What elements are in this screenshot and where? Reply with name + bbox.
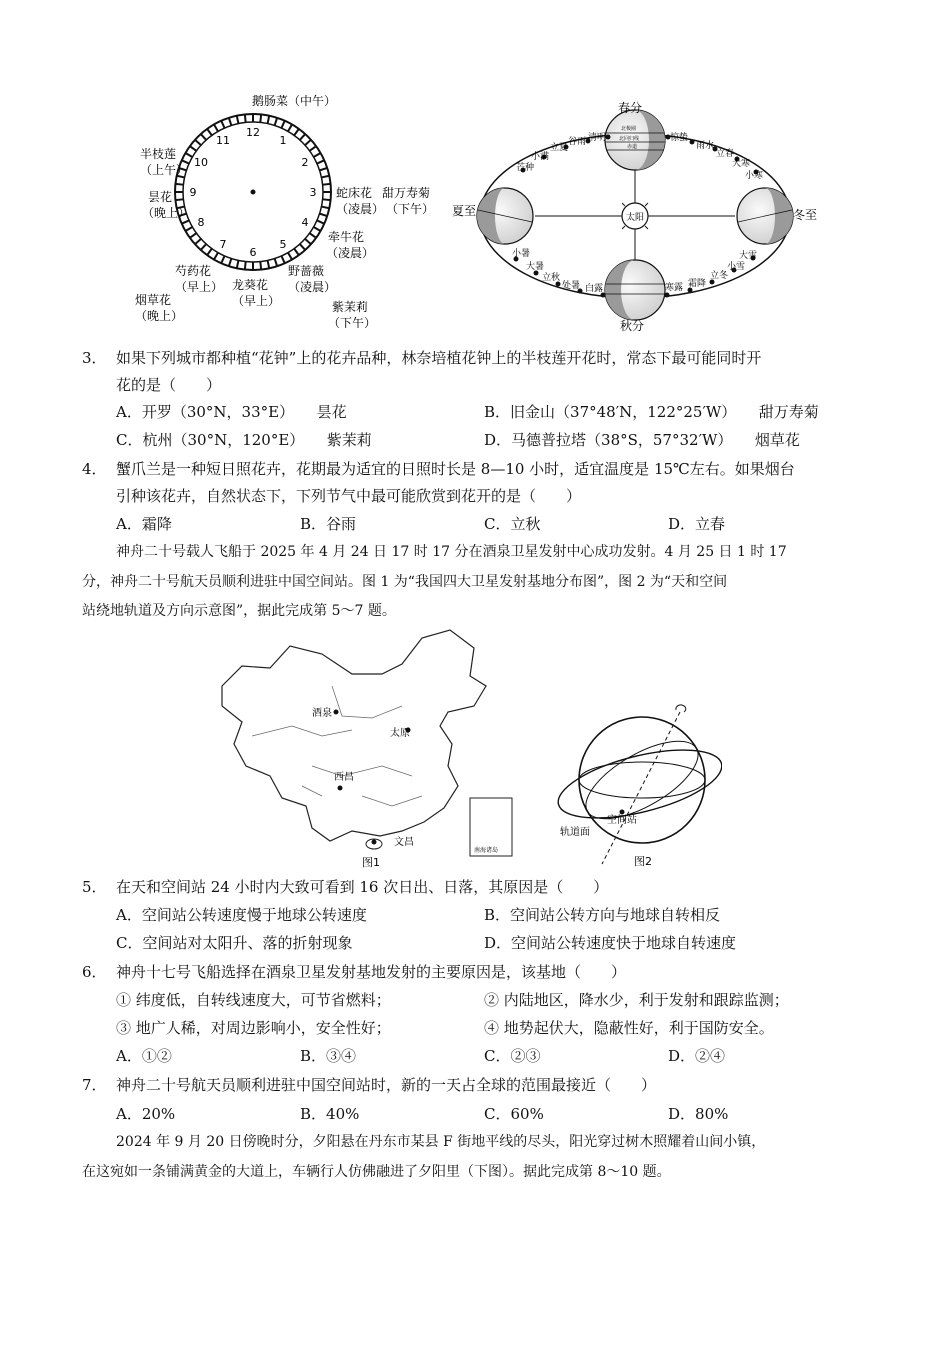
- clock-tick: [314, 227, 321, 231]
- q6-number: 6．: [82, 963, 107, 981]
- q4-stem-line1: 蟹爪兰是一种短日照花卉，花期最为适宜的日照时长是 8—10 小时，适宜温度是 15℃左右。如果烟台: [116, 460, 795, 478]
- clock-tick: [323, 199, 331, 200]
- q5-stem: 在天和空间站 24 小时内大致可看到 16 次日出、日落，其原因是（ ）: [116, 878, 609, 896]
- svg-text:（晚上）: （晚上）: [135, 309, 184, 323]
- clock-tick: [320, 214, 328, 216]
- clock-tick: [229, 118, 231, 126]
- clock-tick: [300, 244, 305, 250]
- clock-tick: [275, 259, 277, 267]
- svg-text:小雪: 小雪: [727, 262, 746, 272]
- globe-spring: [605, 110, 665, 170]
- clock-tick: [214, 253, 218, 260]
- clock-tick: [245, 262, 246, 270]
- label-shechuanghua: 蛇床花: [336, 186, 373, 200]
- clock-tick: [305, 239, 311, 244]
- svg-text:（上午）: （上午）: [140, 163, 189, 177]
- clock-tick: [175, 184, 183, 185]
- label-shaoyaohua: 芍药花: [175, 264, 212, 278]
- q4-option-d[interactable]: D．立春: [668, 515, 726, 533]
- clock-tick: [323, 184, 331, 185]
- svg-text:（晚上）: （晚上）: [142, 206, 191, 220]
- clock-tick: [300, 134, 305, 140]
- svg-text:（凌晨）: （凌晨）: [326, 246, 375, 260]
- q6-stem: 神舟十七号飞船选择在酒泉卫星发射基地发射的主要原因是，该基地（ ）: [116, 963, 627, 981]
- q6-statement-2: ② 内陆地区，降水少，利于发射和跟踪监测；: [484, 991, 789, 1009]
- passage2-line2: 在这宛如一条铺满黄金的大道上，车辆行人仿佛融进了夕阳里（下图）。据此完成第 8～10 题。: [82, 1164, 671, 1180]
- clock-tick: [207, 249, 212, 255]
- globe-autumn: [605, 260, 665, 320]
- svg-text:大寒: 大寒: [732, 159, 751, 169]
- q7-option-c[interactable]: C．60%: [484, 1105, 544, 1123]
- clock-hour-12: 12: [246, 126, 260, 139]
- svg-text:惊蛰: 惊蛰: [670, 133, 689, 143]
- clock-hour-1: 1: [279, 134, 287, 148]
- clock-tick: [268, 116, 270, 124]
- clock-tick: [175, 199, 183, 200]
- label-yeqiangwei: 野蔷薇: [288, 264, 325, 278]
- clock-hour-7: 7: [219, 237, 227, 251]
- q3-stem-line1: 如果下列城市都种植“花钟”上的花卉品种，林奈培植花钟上的半枝莲开花时，常态下最可能同时开: [116, 349, 762, 367]
- flower-clock-figure: [120, 88, 440, 328]
- passage1-line1: 神舟二十号载人飞船于 2025 年 4 月 24 日 17 时 17 分在酒泉卫星发射中心成功发射。4 月 25 日 1 时 17: [116, 544, 787, 560]
- q6-statement-1: ① 纬度低，自转线速度大，可节省燃料；: [116, 991, 391, 1009]
- clock-title: 鹅肠菜（中午）: [252, 94, 337, 108]
- clock-tick: [190, 233, 196, 238]
- q3-option-c[interactable]: C．杭州（30°N，120°E） 紫茉莉: [116, 431, 372, 449]
- label-xiazhi: 夏至: [452, 204, 477, 218]
- clock-tick: [221, 121, 224, 128]
- clock-tick: [201, 244, 206, 250]
- svg-text:小寒: 小寒: [745, 171, 764, 181]
- svg-text:（凌晨）: （凌晨）: [336, 202, 385, 216]
- label-banzhilian: 半枝莲: [140, 147, 177, 161]
- clock-hour-11: 11: [216, 134, 230, 148]
- q5-option-a[interactable]: A．空间站公转速度慢于地球公转速度: [116, 906, 367, 924]
- clock-hour-10: 10: [194, 156, 209, 169]
- svg-text:（下午）: （下午）: [386, 202, 435, 216]
- q4-option-c[interactable]: C．立秋: [484, 515, 541, 533]
- clock-tick: [185, 153, 192, 157]
- clock-tick: [268, 260, 270, 268]
- label-tianwanshouju: 甜万寿菊: [382, 186, 431, 200]
- q5-option-d[interactable]: D．空间站公转速度快于地球自转速度: [484, 934, 737, 952]
- q7-option-b[interactable]: B．40%: [300, 1105, 360, 1123]
- svg-text:（凌晨）: （凌晨）: [288, 280, 337, 294]
- q3-option-d[interactable]: D．马德普拉塔（38°S，57°32′W） 烟草花: [484, 431, 800, 449]
- q5-option-c[interactable]: C．空间站对太阳升、落的折射现象: [116, 934, 353, 952]
- q4-option-b[interactable]: B．谷雨: [300, 515, 357, 533]
- city-taiyuan: 太原: [390, 728, 410, 739]
- orbit-plane-label: 轨道面: [560, 827, 590, 838]
- station-label: 空间站: [607, 815, 637, 826]
- earth-orbit-figure: [440, 98, 840, 334]
- q6-statement-3: ③ 地广人稀，对周边影响小，安全性好；: [116, 1019, 391, 1037]
- clock-tick: [321, 207, 329, 209]
- city-jiuquan: 酒泉: [312, 708, 332, 719]
- sun-label: 太阳: [626, 213, 645, 223]
- q7-stem: 神舟二十号航天员顺利进驻中国空间站时，新的一天占全球的范围最接近（ ）: [116, 1076, 657, 1094]
- clock-hour-6: 6: [249, 246, 257, 259]
- svg-text:立冬: 立冬: [710, 271, 729, 281]
- q3-number: 3．: [82, 349, 107, 367]
- q6-option-b[interactable]: B．③④: [300, 1047, 357, 1065]
- globe-summer: [477, 188, 533, 244]
- svg-text:处暑: 处暑: [562, 281, 581, 291]
- clock-hour-2: 2: [301, 156, 309, 169]
- q5-number: 5．: [82, 878, 107, 896]
- q7-option-d[interactable]: D．80%: [668, 1105, 729, 1123]
- svg-text:北回归线: 北回归线: [619, 136, 640, 142]
- clock-tick: [321, 176, 329, 178]
- clock-tick: [245, 114, 246, 122]
- clock-hour-3: 3: [309, 186, 317, 199]
- label-dongzhi: 冬至: [793, 208, 818, 222]
- clock-hour-4: 4: [301, 216, 309, 229]
- clock-tick: [214, 124, 218, 131]
- q4-number: 4．: [82, 460, 107, 478]
- clock-tick: [260, 114, 261, 122]
- svg-text:白露: 白露: [585, 284, 604, 294]
- clock-tick: [201, 134, 206, 140]
- q6-option-a[interactable]: A．①②: [116, 1047, 172, 1065]
- city-wenchang: 文昌: [394, 837, 414, 848]
- clock-tick: [314, 153, 321, 157]
- svg-text:寒露: 寒露: [665, 283, 684, 293]
- q4-stem-line2: 引种该花卉，自然状态下，下列节气中最可能欣赏到花开的是（ ）: [116, 487, 582, 505]
- clock-tick: [275, 118, 277, 126]
- svg-text:大雪: 大雪: [739, 251, 758, 261]
- clock-tick: [294, 249, 299, 255]
- q3-stem-line2: 花的是（ ）: [116, 376, 222, 394]
- svg-text:（早上）: （早上）: [175, 280, 224, 294]
- q6-option-d[interactable]: D．②④: [668, 1047, 726, 1065]
- inset-label: 南海诸岛: [474, 847, 499, 854]
- svg-text:霜降: 霜降: [688, 279, 707, 289]
- clock-tick: [195, 140, 201, 145]
- q5-option-b[interactable]: B．空间站公转方向与地球自转相反: [484, 906, 721, 924]
- q6-option-c[interactable]: C．②③: [484, 1047, 541, 1065]
- clock-hour-9: 9: [189, 186, 197, 199]
- svg-text:（早上）: （早上）: [232, 294, 281, 308]
- svg-text:立春: 立春: [716, 149, 735, 159]
- label-zimoli: 紫茉莉: [332, 300, 369, 314]
- svg-text:谷雨: 谷雨: [568, 137, 587, 147]
- svg-text:雨水: 雨水: [696, 141, 715, 151]
- clock-tick: [310, 233, 316, 238]
- clock-tick: [310, 146, 316, 151]
- clock-tick: [182, 220, 189, 223]
- clock-tick: [229, 259, 231, 267]
- clock-tick: [305, 140, 311, 145]
- clock-tick: [294, 129, 299, 135]
- clock-tick: [237, 260, 239, 268]
- clock-tick: [185, 227, 192, 231]
- clock-tick: [281, 256, 284, 263]
- label-qianniuhua: 牵牛花: [328, 230, 365, 244]
- clock-tick: [288, 253, 292, 260]
- clock-tick: [317, 220, 324, 223]
- svg-text:立夏: 立夏: [550, 143, 569, 153]
- svg-text:大暑: 大暑: [526, 262, 545, 272]
- label-yancaohua: 烟草花: [135, 293, 172, 307]
- svg-text:小暑: 小暑: [512, 249, 531, 259]
- passage2-line1: 2024 年 9 月 20 日傍晚时分，夕阳悬在丹东市某县 F 街地平线的尽头，阳光穿过树木照耀着山间小镇，: [116, 1134, 766, 1150]
- china-launch-base-map: [212, 626, 522, 871]
- clock-tick: [221, 256, 224, 263]
- space-station-orbit-figure: [552, 700, 722, 870]
- q7-number: 7．: [82, 1076, 107, 1094]
- q4-option-a[interactable]: A．霜降: [116, 515, 172, 533]
- clock-tick: [190, 146, 196, 151]
- q6-statement-4: ④ 地势起伏大，隐蔽性好，利于国防安全。: [484, 1019, 774, 1037]
- svg-text:小满: 小满: [531, 152, 550, 162]
- svg-text:（下午）: （下午）: [328, 316, 377, 328]
- q7-option-a[interactable]: A．20%: [116, 1105, 176, 1123]
- svg-text:赤道: 赤道: [627, 144, 638, 150]
- svg-text:芒种: 芒种: [516, 163, 535, 173]
- label-longkuihua: 龙葵花: [232, 278, 269, 292]
- clock-hour-8: 8: [197, 216, 205, 229]
- clock-tick: [320, 168, 328, 170]
- clock-tick: [195, 239, 201, 244]
- clock-tick: [207, 129, 212, 135]
- svg-text:北极圈: 北极圈: [621, 126, 637, 132]
- clock-hour-5: 5: [279, 237, 287, 251]
- label-qiufen: 秋分: [620, 319, 645, 333]
- svg-text:清明: 清明: [588, 133, 607, 143]
- q3-option-a[interactable]: A．开罗（30°N，33°E） 昙花: [116, 403, 347, 421]
- q3-option-b[interactable]: B．旧金山（37°48′N，122°25′W） 甜万寿菊: [484, 403, 819, 421]
- svg-text:立秋: 立秋: [542, 273, 561, 283]
- globe-winter: [737, 188, 793, 244]
- label-chunfen: 春分: [618, 101, 643, 115]
- passage1-line2: 分，神舟二十号航天员顺利进驻中国空间站。图 1 为“我国四大卫星发射基地分布图”，图 2 为“天和空间: [82, 574, 728, 590]
- clock-tick: [288, 124, 292, 131]
- clock-tick: [260, 262, 261, 270]
- fig2-caption: 图2: [634, 855, 652, 868]
- clock-tick: [317, 160, 324, 163]
- label-tanhua: 昙花: [148, 190, 173, 204]
- fig1-caption: 图1: [362, 856, 380, 869]
- passage1-line3: 站绕地轨道及方向示意图”，据此完成第 5～7 题。: [82, 603, 396, 619]
- clock-tick: [237, 116, 239, 124]
- clock-tick: [281, 121, 284, 128]
- city-xichang: 西昌: [334, 772, 354, 783]
